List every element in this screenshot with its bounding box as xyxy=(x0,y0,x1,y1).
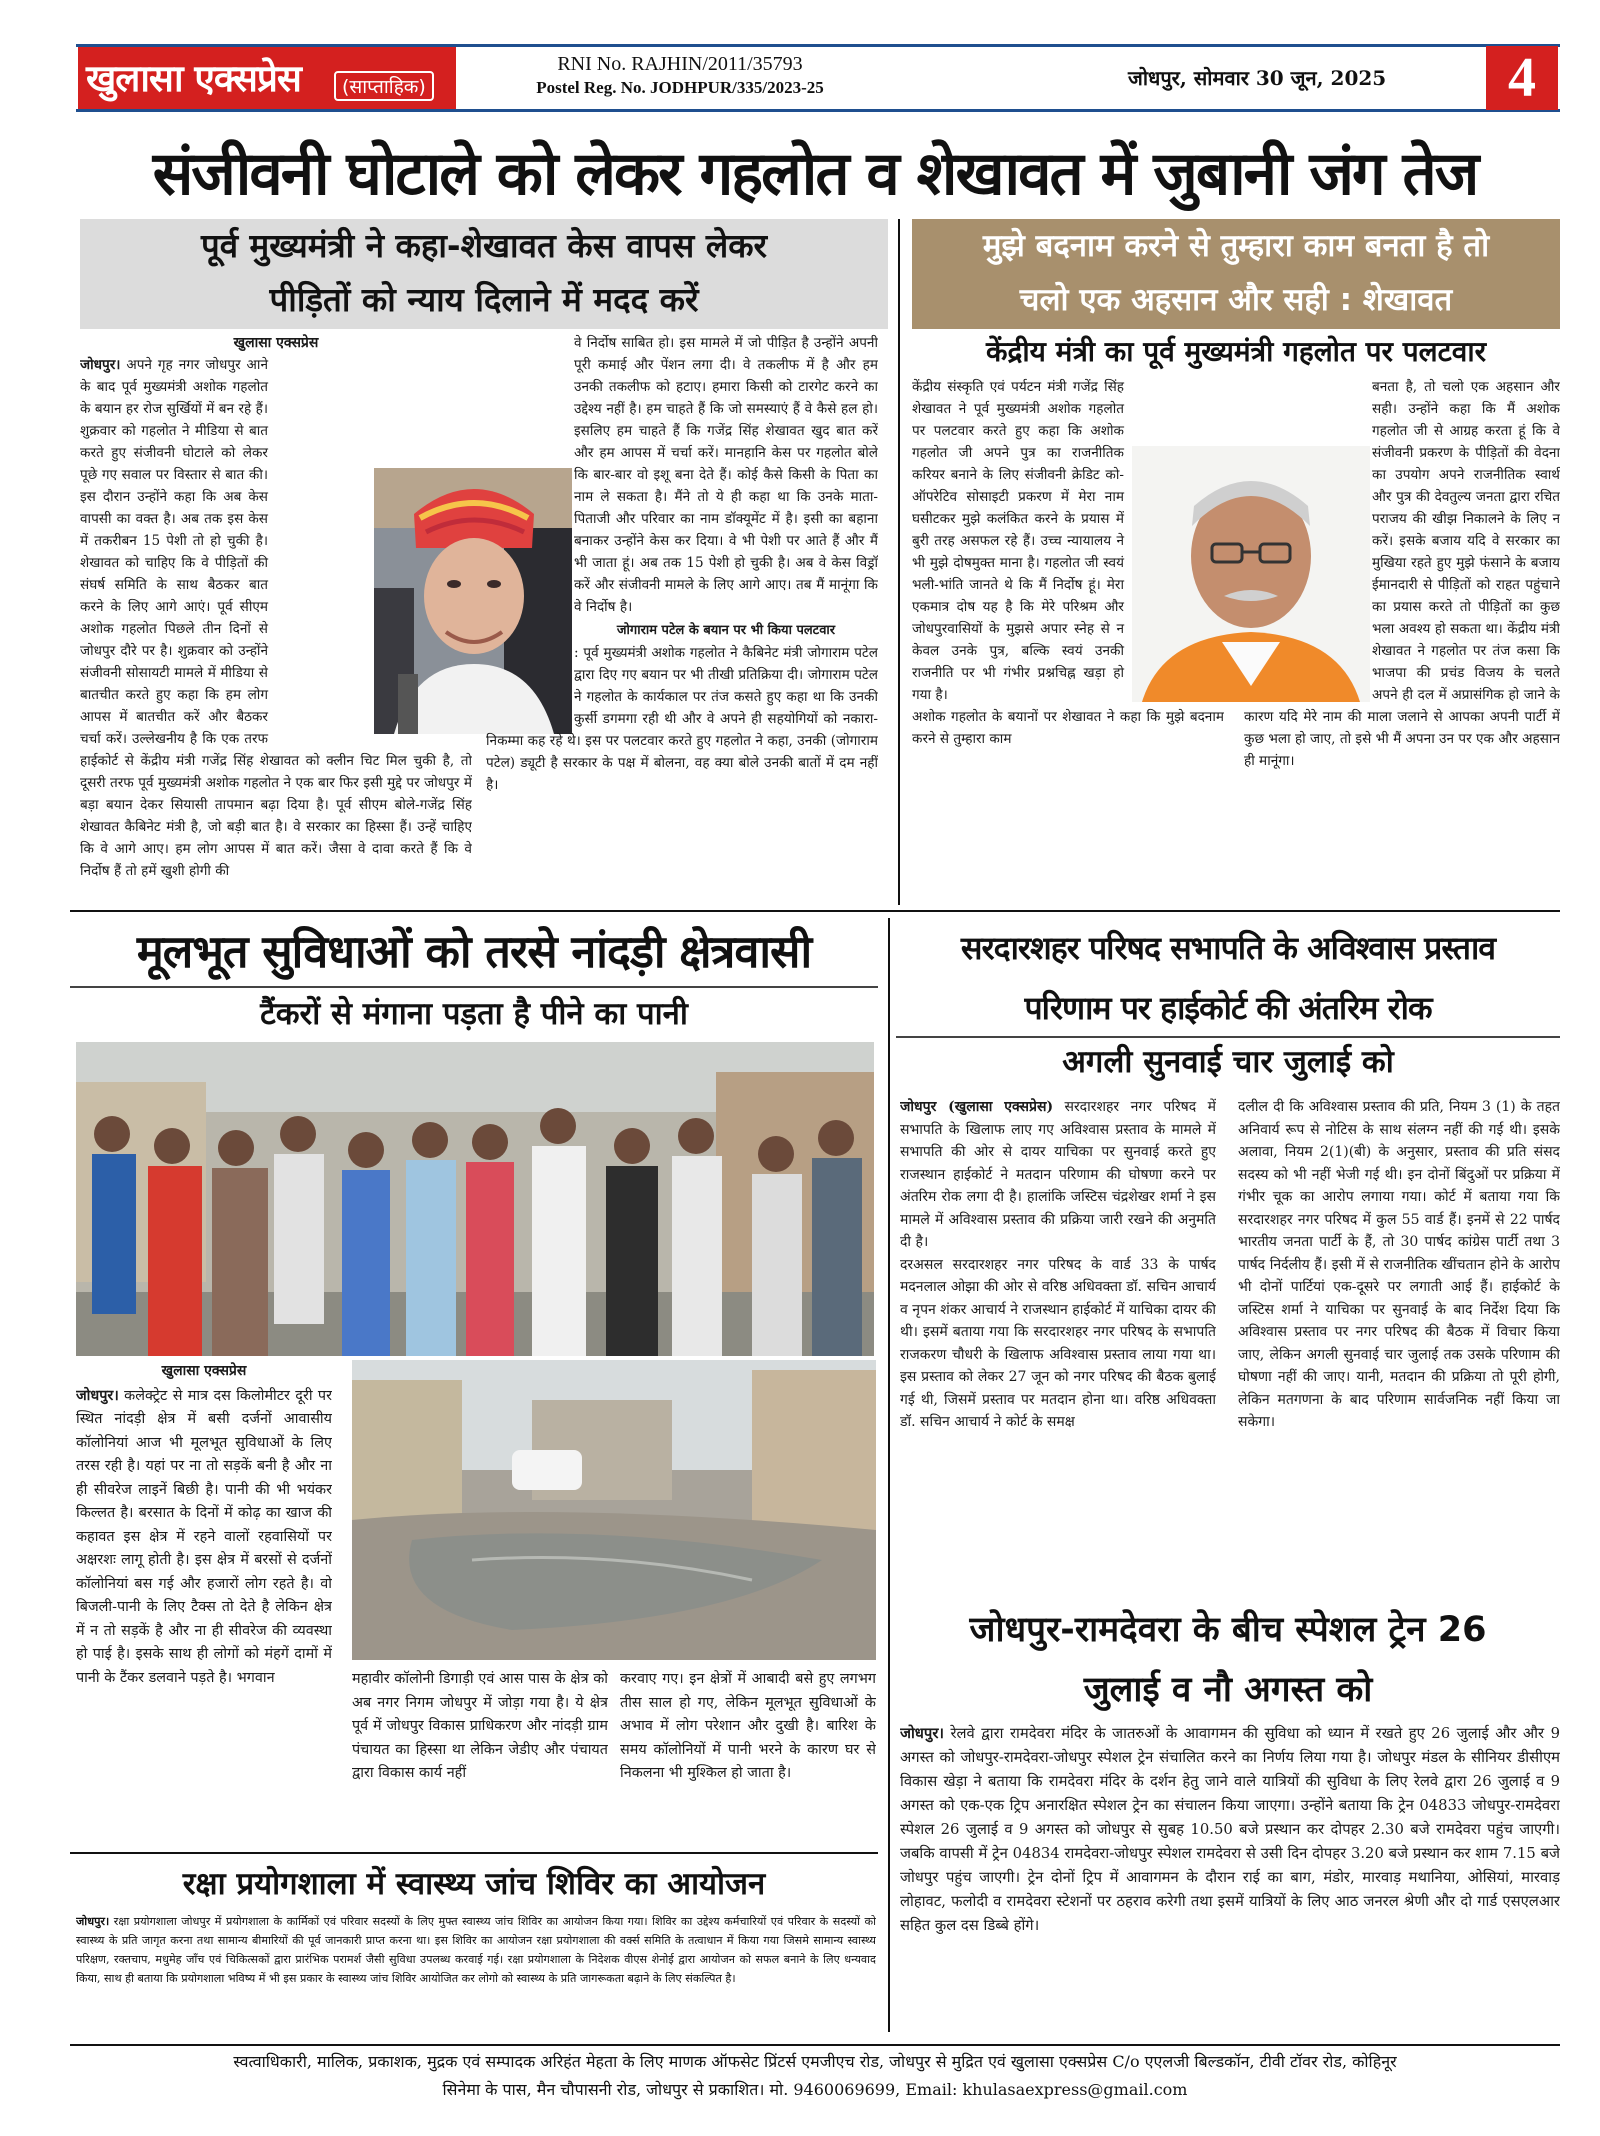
train-text: रेलवे द्वारा रामदेवरा मंदिर के जातरुओं के आवागमन की सुविधा को ध्यान में रखते हुए 26 जुलाई और और 9 अगस्त को जोधपुर-रामदेवरा-जोधपुर स्पेशल ट्रेन संचालित करने का निर्णय लिया गया है। जोधपुर मंडल के सीनियर डीसीएम विकास खेड़ा ने बताया कि रामदेवरा मंदिर के दर्शन हेतु जाने वाले यात्रियों की सुविधा के लिए रेलवे द्वारा 26 जुलाई व 9 अगस्त को एक-एक ट्रिप अनारक्षित स्पेशल ट्रेन का संचालन किया जाएगा। उन्होंने बताया कि ट्रेन 04833 जोधपुर-रामदेवरा स्पेशल 26 जुलाई व 9 अगस्त को जोधपुर से सुबह 10.50 बजे प्रस्थान कर दोपहर 2.30 बजे रामदेवरा पहुंच जाएगी। जबकि वापसी में ट्रेन 04834 रामदेवरा-जोधपुर स्पेशल रामदेवरा से उसी दिन दोपहर 3.20 बजे प्रस्थान कर शाम 7.15 बजे जोधपुर पहुंच जाएगी। ट्रेन दोनों ट्रिप में आवागमन के दौरान राई का बाग, मंडोर, मारवाड़ मथानिया, ओसियां, मारवाड़ लोहावट, फलोदी व रामदेवरा स्टेशनों पर ठहराव करेगी तथा इसमें यात्रियों के लिए आठ जनरल श्रेणी और दो गार्ड एसएलआर सहित कुल दस डिब्बे होंगे। xyxy=(900,1725,1560,1934)
sardarshahar-col1 xyxy=(900,1096,1216,1592)
logo-name: खुलासा एक्सप्रेस xyxy=(86,57,301,100)
registration-info xyxy=(480,52,880,100)
shekhawat-kicker xyxy=(912,219,1560,329)
train-headline-line1: जोधपुर-रामदेवरा के बीच स्पेशल ट्रेन 26 xyxy=(969,1610,1487,1650)
shekhawat-story-col2 xyxy=(1244,376,1560,906)
sardarshahar-headline-line2: परिणाम पर हाईकोर्ट की अंतरिम रोक xyxy=(1024,989,1432,1027)
gehlot-story-col2 xyxy=(486,332,878,902)
nandri-story-col1 xyxy=(76,1360,332,1846)
jogaram-subhead: जोगाराम पटेल के बयान पर भी किया पलटवार xyxy=(616,623,836,638)
main-headline: संजीवनी घोटाले को लेकर गहलोत व शेखावत में जुबानी जंग तेज xyxy=(152,139,1478,209)
shekhawat-kicker-line1: मुझे बदनाम करने से तुम्हारा काम बनता है तो xyxy=(982,228,1490,264)
gehlot-kicker-line1: पूर्व मुख्यमंत्री ने कहा-शेखावत केस वापस लेकर xyxy=(200,226,768,265)
shekhawat-col1-text2: अशोक गहलोत के बयानों पर शेखावत ने कहा कि मुझे बदनाम करने से तुम्हारा काम xyxy=(912,709,1224,747)
raksha-text: रक्षा प्रयोगशाला जोधपुर में प्रयोगशाला के कार्मिकों एवं परिवार सदस्यों के लिए मुफ्त स्वास्थ्य जांच शिविर का आयोजन किया गया। शिविर का उद्देश्य कर्मचारियों एवं परिवार के सदस्यों को स्वास्थ्य के प्रति जागृत करना तथा सामान्य बीमारियों की पूर्व जानकारी प्राप्त करना था। इस शिविर का आयोजन रक्षा प्रयोगशाला की वर्क्स समिति के तत्वाधान में किया गया जिसमे सामान्य स्वास्थ्य परिक्षण, रक्तचाप, मधुमेह जाँच एवं चिकित्सकों द्वारा प्रारंभिक परामर्श जैसी सुविधा उपलब्ध करवाई गई। रक्षा प्रयोगशाला के निदेशक वीएस शेनोई द्वारा आयोजन को सफल बनाने के लिए धन्यवाद किया, साथ ही बताया कि प्रयोगशाला भविष्य में भी इस प्रकार के स्वास्थ्य जांच शिविर आयोजित कर लोगो को स्वास्थ्य के प्रति जागरूकता बढ़ाने के लिए संकल्पित है। xyxy=(76,1915,876,1985)
shekhawat-subhead: केंद्रीय मंत्री का पूर्व मुख्यमंत्री गहलोत पर पलटवार xyxy=(985,335,1487,368)
page-number: 4 xyxy=(1486,46,1558,110)
nandri-story-col3 xyxy=(620,1668,876,1848)
jogaram-text: : पूर्व मुख्यमंत्री अशोक गहलोत ने कैबिनेट मंत्री जोगाराम पटेल द्वारा दिए गए बयान पर भी तीखी प्रतिक्रिया दी। जोगाराम पटेल ने गहलोत के कार्यकाल पर तंज कसते हुए कहा था कि उनकी कुर्सी डगमगा रही थी और वे अपने ही सहयोगियों को नकारा-निकम्मा कह रहे थे। इस पर पलटवार करते हुए गहलोत ने कहा, उनकी (जोगाराम पटेल) ड्यूटी है सरकार के पक्ष में बोलना, वह क्या बोले उनकी बातों में दम नहीं है। xyxy=(486,645,878,793)
sardarshahar-col2-text: दलील दी कि अविश्वास प्रस्ताव की प्रति, नियम 3 (1) के तहत अनिवार्य रूप से नोटिस के साथ संलग्न नहीं की गई थी। इसके अलावा, नियम 2(1)(बी) के अनुसार, प्रस्ताव की प्रति संसद सदस्य को भी नहीं भेजी गई थी। इन दोनों बिंदुओं पर प्रक्रिया में गंभीर चूक का आरोप लगाया गया। कोर्ट में बताया गया कि सरदारशहर नगर परिषद में कुल 55 वार्ड हैं। इनमें से 22 पार्षद भारतीय जनता पार्टी के हैं, तो 30 पार्षद कांग्रेस पार्टी तथा 3 पार्षद निर्दलीय हैं। इसी में से राजनीतिक खींचतान होने के आरोप भी दोनों पार्टियां एक-दूसरे पर लगाती आई हैं। हाईकोर्ट के जस्टिस शर्मा ने याचिका पर सुनवाई के बाद निर्देश दिया कि अविश्वास प्रस्ताव पर नगर परिषद की बैठक में विचार किया जाए, लेकिन अगली सुनवाई चार जुलाई तक उसके परिणाम की घोषणा नहीं की जाए। यानी, मतदान की प्रक्रिया तो पूरी होगी, लेकिन मतगणना के बाद परिणाम सार्वजनिक नहीं किया जा सकेगा। xyxy=(1238,1099,1560,1430)
train-headline xyxy=(896,1600,1560,1720)
nandri-story-col2 xyxy=(352,1668,608,1848)
column-divider xyxy=(898,219,900,905)
imprint-line1: स्वत्वाधिकारी, मालिक, प्रकाशक, मुद्रक एवं सम्पादक अरिहंत मेहता के लिए माणक ऑफसेट प्रिंटर्स एमजीएच रोड, जोधपुर से मुद्रित एवं खुलासा एक्सप्रेस C/o एएलजी बिल्डकॉन, टीवी टॉवर रोड, कोहिनूर xyxy=(233,2052,1397,2071)
gehlot-byline: खुलासा एक्सप्रेस xyxy=(233,335,319,351)
sardarshahar-dateline-lead: जोधपुर (खुलासा एक्सप्रेस) xyxy=(900,1099,1054,1115)
sardarshahar-headline-line1: सरदारशहर परिषद सभापति के अविश्वास प्रस्ताव xyxy=(960,929,1496,967)
gehlot-kicker-line2: पीड़ितों को न्याय दिलाने में मदद करें xyxy=(269,280,699,319)
train-story xyxy=(900,1722,1560,2046)
newspaper-logo xyxy=(78,47,456,109)
postal-reg: Postel Reg. No. JODHPUR/335/2023-25 xyxy=(536,78,824,97)
column-divider-2 xyxy=(888,918,890,2032)
shekhawat-photo-float2 xyxy=(1244,444,1366,706)
logo-tag: (साप्ताहिक) xyxy=(334,71,434,101)
nandri-headline: मूलभूत सुविधाओं को तरसे नांदड़ी क्षेत्रवासी xyxy=(136,925,812,978)
sardarshahar-headline xyxy=(896,918,1560,1038)
raksha-dateline-lead: जोधपुर। xyxy=(76,1914,110,1928)
raksha-story xyxy=(76,1912,876,2038)
shekhawat-col1-text: केंद्रीय संस्कृति एवं पर्यटन मंत्री गजेंद्र सिंह शेखावत ने पूर्व मुख्यमंत्री अशोक गहलोत पर पलटवार करते हुए कहा कि अशोक गहलोत जी अपने पुत्र का राजनीतिक करियर बनाने के लिए संजीवनी क्रेडिट को-ऑपरेटिव सोसाइटी प्रकरण में मेरा नाम घसीटकर मुझे कलंकित करने के प्रयास में बुरी तरह असफल रहे हैं। उच्च न्यायालय ने भी मुझे दोषमुक्त माना है। गहलोत जी स्वयं भली-भांति जानते थे कि मैं निर्दोष हूं। मेरा एकमात्र दोष यह है कि मेरे परिश्रम और जोधपुरवासियों के मुझसे अपार स्नेह से न केवल उनके पुत्र, बल्कि स्वयं उनकी राजनीति पर भी गंभीर प्रश्नचिह्न खड़ा हो गया है। xyxy=(912,379,1124,703)
imprint-footer xyxy=(70,2048,1560,2104)
gehlot-col1-text: अपने गृह नगर जोधपुर आने के बाद पूर्व मुख्यमंत्री अशोक गहलोत के बयान हर रोज सुर्खियों में बन रहे हैं। शुक्रवार को गहलोत ने मीडिया से बात करते हुए संजीवनी घोटाले को लेकर पूछे गए सवाल पर विस्तार से बात की। इस दौरान उन्होंने कहा कि अब केस वापसी का वक्त है। अब तक इस केस में तकरीबन 15 पेशी तो हो चुकी है। शेखावत को चाहिए कि वे पीड़ितों की संघर्ष समिति के साथ बैठकर बात करने के लिए आगे आएं। पूर्व सीएम अशोक गहलोत पिछले तीन दिनों से जोधपुर दौरे पर है। शुक्रवार को उन्होंने संजीवनी सोसायटी मामले में मीडिया से बातचीत करते हुए कहा कि हम लोग आपस में बातचीत करें और बैठकर चर्चा करें। उल्लेखनीय है कि एक तरफ हाईकोर्ट से केंद्रीय मंत्री गजेंद्र सिंह शेखावत को क्लीन चिट मिल चुकी है, तो दूसरी तरफ पूर्व मुख्यमंत्री अशोक गहलोत ने एक बार फिर इसी मुद्दे पर जोधपुर में बड़ा बयान देकर सियासी तापमान बढ़ा दिया है। पूर्व सीएम बोले-गजेंद्र सिंह शेखावत कैबिनेट मंत्री है, जो बड़ी बात है। वे सरकार का हिस्सा हैं। उन्हें चाहिए कि वे आगे आए। हम लोग आपस में बात करें। जैसा वे दावा करते हैं कि वे निर्दोष हैं तो हमें खुशी होगी की xyxy=(80,357,472,879)
nandri-byline: खुलासा एक्सप्रेस xyxy=(161,1363,247,1379)
gehlot-kicker xyxy=(80,219,888,329)
nandri-col3-text: करवाए गए। इन क्षेत्रों में आबादी बसे हुए लगभग तीस साल हो गए, लेकिन मूलभूत सुविधाओं के अभाव में लोग परेशान और दुखी है। बारिश के समय कॉलोनियों में पानी भरने के कारण घर से निकलना भी मुश्किल हो जाता है। xyxy=(620,1671,876,1781)
residents-photo xyxy=(76,1042,874,1356)
shekhawat-kicker-line2: चलो एक अहसान और सही : शेखावत xyxy=(1019,282,1453,318)
imprint-line2: सिनेमा के पास, मैन चौपासनी रोड, जोधपुर से प्रकाशित। मो. 9460069699, Email: khulasaexpress@gmail.com xyxy=(442,2080,1188,2099)
shekhawat-col2-text: बनता है, तो चलो एक अहसान और सही। उन्होंने कहा कि मैं अशोक गहलोत जी से आग्रह करता हूं कि वे संजीवनी प्रकरण के पीड़ितों की वेदना का उपयोग अपने राजनीतिक स्वार्थ और पुत्र की देवतुल्य जनता द्वारा रचित पराजय की खीझ निकालने के लिए न करें। इसके बजाय यदि वे सरकार का मुखिया रहते हुए मुझे फंसाने के बजाय ईमानदारी से पीड़ितों को राहत पहुंचाने का प्रयास करते तो पीड़ितों का कुछ भला अवश्य हो सकता था। केंद्रीय मंत्री शेखावत ने गहलोत पर तंज कसा कि भाजपा की प्रचंड विजय के चलते अपने ही दल में अप्रासंगिक हो जाने के कारण यदि मेरे नाम की माला जलाने से आपका अपनी पार्टी में कुछ भला हो जाए, तो इसे भी मैं अपना उन पर एक और अहसान ही मानूंगा। xyxy=(1244,379,1560,769)
sardarshahar-col2 xyxy=(1238,1096,1560,1592)
nandri-col2-text: महावीर कॉलोनी डिगाड़ी एवं आस पास के क्षेत्र को अब नगर निगम जोधपुर में जोड़ा गया है। ये क्षेत्र पूर्व में जोधपुर विकास प्राधिकरण और नांदड़ी ग्राम पंचायत का हिस्सा था लेकिन जेडीए और पंचायत द्वारा विकास कार्य नहीं xyxy=(352,1671,608,1781)
sardarshahar-col1-text2: दरअसल सरदारशहर नगर परिषद के वार्ड 33 के पार्षद मदनलाल ओझा की ओर से वरिष्ठ अधिवक्ता डॉ. सचिन आचार्य व नृपन शंकर आचार्य ने राजस्थान हाईकोर्ट में याचिका दायर की थी। इसमें बताया गया कि सरदारशहर नगर परिषद के सभापति राजकरण चौधरी के खिलाफ अविश्वास प्रस्ताव लाया गया था। इस प्रस्ताव को लेकर 27 जून को नगर परिषद की बैठक बुलाई गई थी, जिसमें प्रस्ताव पर मतदान होना था। वरिष्ठ अधिवक्ता डॉ. सचिन आचार्य ने कोर्ट के समक्ष xyxy=(900,1256,1216,1430)
raksha-top-rule xyxy=(70,1852,878,1854)
raksha-headline: रक्षा प्रयोगशाला में स्वास्थ्य जांच शिविर का आयोजन xyxy=(182,1866,766,1902)
nandri-rule xyxy=(70,986,878,988)
train-dateline-lead: जोधपुर। xyxy=(900,1725,944,1742)
gehlot-photo-float2 xyxy=(486,468,566,730)
rni-number: RNI No. RAJHIN/2011/35793 xyxy=(557,53,803,75)
sardarshahar-col1-text: सरदारशहर नगर परिषद में सभापति के खिलाफ लाए गए अविश्वास प्रस्ताव के मामले में सभापति की ओर से दायर याचिका पर सुनवाई करते हुए राजस्थान हाईकोर्ट ने मतदान परिणाम की घोषणा करने पर अंतरिम रोक लगा दी है। हालांकि जस्टिस चंद्रशेखर शर्मा ने इस मामले में अविश्वास प्रस्ताव की प्रक्रिया जारी रखने की अनुमति दी है। xyxy=(900,1099,1216,1250)
sardarshahar-subhead: अगली सुनवाई चार जुलाई को xyxy=(1062,1044,1394,1080)
section-divider xyxy=(70,910,1560,912)
train-headline-line2: जुलाई व नौ अगस्त को xyxy=(1083,1670,1373,1710)
dateline: जोधपुर, सोमवार 30 जून, 2025 xyxy=(1128,66,1387,90)
nandri-col1-text: कलेक्ट्रेट से मात्र दस किलोमीटर दूरी पर स्थित नांदड़ी क्षेत्र में बसी दर्जनों आवासीय कॉलोनियां आज भी मूलभूत सुविधाओं के लिए तरस रही है। यहां पर ना तो सड़कें बनी है और ना ही सीवरेज लाइनें बिछी है। पानी की भी भयंकर किल्लत है। बरसात के दिनों में कोढ़ का खाज की कहावत इस क्षेत्र में रहने वालों रहवासियों पर अक्षरशः लागू होती है। इस क्षेत्र में बरसों से दर्जनों कॉलोनियां बस गई और हजारों लोग रहते है। वो बिजली-पानी के लिए टैक्स तो देते है लेकिन क्षेत्र में न तो सड़कें है और ना ही सीवरेज की व्यवस्था हो पाई है। इसके साथ ही लोगों को मंहगें दामों में पानी के टैंकर डलवाने पड़ते है। भगवान xyxy=(76,1387,332,1686)
footer-rule xyxy=(70,2044,1560,2046)
gehlot-dateline-lead: जोधपुर। xyxy=(80,357,121,373)
gehlot-col2-text: वे निर्दोष साबित हो। इस मामले में जो पीड़ित है उन्होंने अपनी पूरी कमाई और पेंशन लगा दी। वे तकलीफ में है और हम उनकी तकलीफ को हटाए। हमारा किसी को टारगेट करने का उद्देश्य नहीं है। हम चाहते हैं कि जो समस्याएं हैं वे कैसे हल हो। इसलिए हम चाहते हैं कि गजेंद्र सिंह शेखावत खुद बात करें और हम आपस में चर्चा करें। मानहानि केस पर गहलोत बोले कि बार-बार वो इशू बना देते हैं। कोई कैसे किसी के पिता का नाम ले सकता है। मैंने तो ये ही कहा था कि उनके माता-पिताजी और परिवार का नाम डॉक्यूमेंट में है। इसी का बहाना बनाकर उन्होंने केस कर दिया। वे भी पेशी पर आते हैं और मैं भी जाता हूं। अब तक 15 पेशी हो चुकी है। अब वे केस विड्रॉ करें और संजीवनी मामले के लिए आगे आए। तब मैं मानूंगा कि वे निर्दोष है। xyxy=(574,335,878,615)
waterlogged-street-photo xyxy=(352,1360,876,1660)
nandri-dateline-lead: जोधपुर। xyxy=(76,1386,119,1404)
nandri-subhead: टैंकरों से मंगाना पड़ता है पीने का पानी xyxy=(260,996,688,1032)
